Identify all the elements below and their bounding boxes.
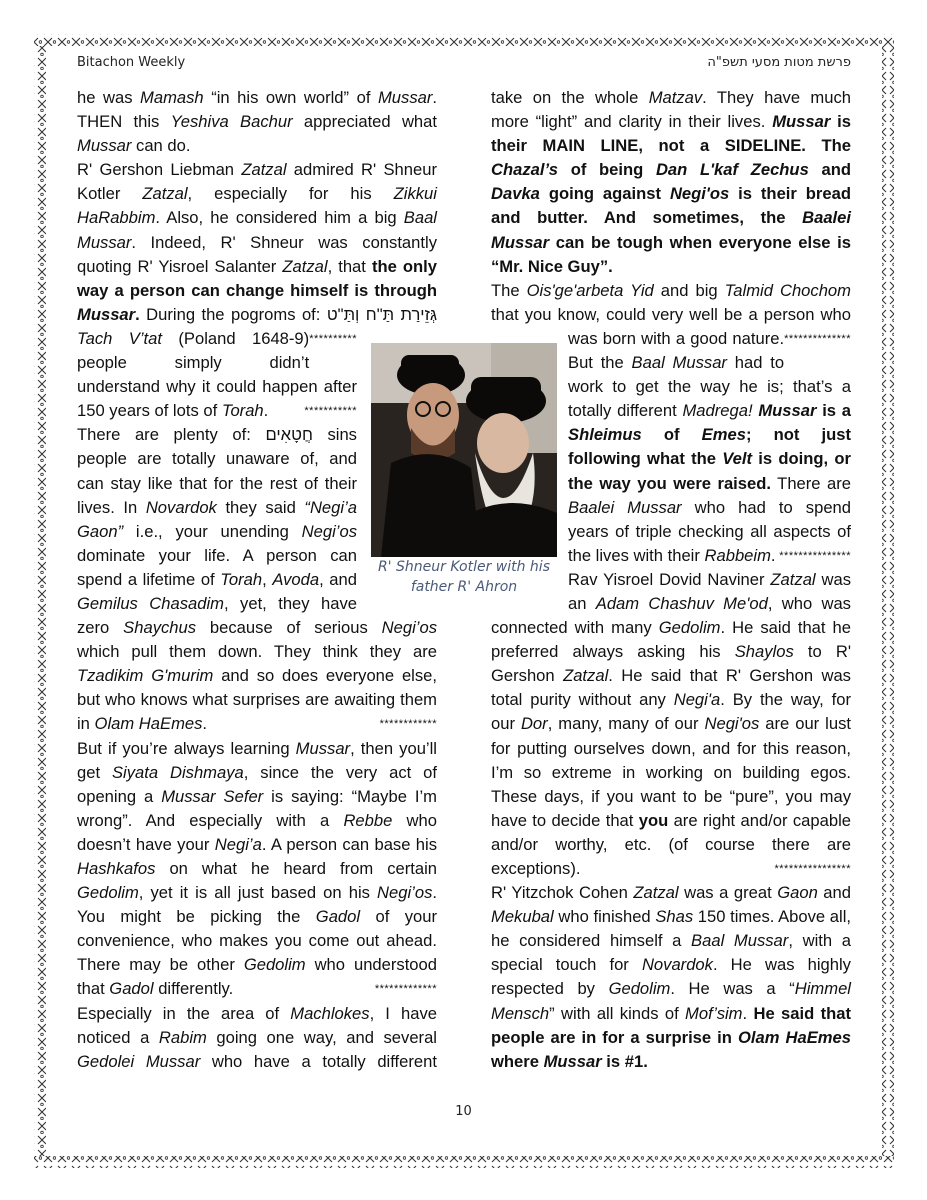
text-run: dominate your life. A person can spend a lifetime of <box>77 545 357 589</box>
text-run: Novardok <box>145 497 217 517</box>
text-run: Zatzal <box>241 160 287 180</box>
text-run: Shleimus <box>568 425 642 445</box>
text-run: Zatzal <box>563 666 609 686</box>
text-run: Rabim <box>158 1027 207 1047</box>
text-run: is saying: “Maybe I’m wrong”. And especially with a <box>77 786 438 830</box>
text-run: ” with all kinds of <box>549 1003 686 1023</box>
text-run: Machlokes <box>290 1003 370 1023</box>
text-run: who doesn’t have your <box>77 810 437 854</box>
text-run: . They have much more “light” and clarity in their lives. <box>491 88 852 132</box>
text-run: Matzav <box>648 88 703 107</box>
text-run: , with a special touch for <box>491 931 851 975</box>
text-run: But if you’re always learning <box>77 738 296 758</box>
text-run: Zatzal <box>282 256 328 276</box>
text-run: Negi’os <box>381 618 437 638</box>
text-run: R' Gershon Liebman <box>77 160 242 180</box>
text-run: , I have noticed a <box>77 1003 437 1047</box>
photo-caption <box>364 557 564 597</box>
text-run: , that <box>327 256 372 276</box>
text-run: which pull them down. They think they are <box>77 642 437 662</box>
section-separator: *********** <box>304 405 357 418</box>
caption-line: R' Shneur Kotler with his <box>377 559 550 575</box>
text-run: Negi’os <box>301 521 357 541</box>
paragraph <box>77 737 437 1002</box>
text-run: Madrega! <box>682 401 753 421</box>
text-run: Ois'ge'arbeta Yid <box>526 280 654 300</box>
text-run: Mekubal <box>491 907 554 927</box>
text-run: Torah <box>220 569 263 589</box>
text-run: differently. <box>153 979 234 999</box>
text-run: Gedolim <box>608 979 671 999</box>
text-run: Olam HaEmes <box>94 714 203 734</box>
photo-shneur-kotler-and-father <box>371 343 557 557</box>
text-run: “in his own world” of <box>203 88 378 107</box>
text-run: can be tough when everyone else is “Mr. Nice Guy”. <box>491 232 851 276</box>
text-run: is doing, or the way you were raised. <box>568 449 851 493</box>
text-run: to R' Gershon <box>491 642 851 686</box>
text-run: Zatzal <box>142 184 188 204</box>
text-run: 150 times. Above all, he considered himself a <box>491 907 852 951</box>
text-run: is their MAIN LINE, not a SIDELINE. The <box>491 112 851 156</box>
text-run: . He was highly respected by <box>491 955 851 999</box>
publication-title: Bitachon Weekly <box>77 55 186 70</box>
text-run: Shaylos <box>734 642 794 662</box>
text-run: . By the way, for our <box>491 690 851 734</box>
page-number: 10 <box>455 1104 472 1119</box>
text-run: Gedolim <box>77 883 139 903</box>
text-run: Baal Mussar <box>631 353 727 373</box>
text-run: Dan L'kaf Zechus <box>655 160 809 180</box>
text-run: Tzadikim G'murim <box>77 666 214 686</box>
section-separator: ********** <box>309 333 357 345</box>
text-run: and <box>817 883 851 903</box>
text-run: . THEN this <box>77 88 437 132</box>
text-run: and so does everyone else, but who knows what surprises are awaiting them in <box>77 666 438 734</box>
text-run: and <box>808 160 851 180</box>
text-run: . You might be picking the <box>77 883 437 927</box>
text-run: that you know, could very well be a person who was born with a good nature. But the <box>491 304 851 373</box>
text-run: Zatzal <box>633 883 679 903</box>
text-run: Mussar <box>377 88 433 107</box>
hebrew-text: חֲטָאִים <box>265 425 313 445</box>
text-run: Yeshiva Bachur <box>170 112 293 132</box>
text-run: . <box>263 401 269 421</box>
text-run: admired R' Shneur Kotler <box>77 160 437 204</box>
section-separator: ************** <box>784 333 851 345</box>
text-run: Gadol <box>109 979 154 999</box>
text-run: Dor <box>520 714 548 734</box>
text-run: because of serious <box>196 618 382 638</box>
text-run: Negi'os <box>669 184 730 204</box>
text-run: of being <box>558 160 656 180</box>
text-run: Negi’os <box>377 883 433 903</box>
text-run: Siyata Dishmaya <box>111 762 244 782</box>
text-run: on what he heard from certain <box>155 859 437 878</box>
text-run: are right and/or capable and/or worthy, etc. (of course there are exceptions). <box>491 810 851 878</box>
text-run: Gedolim <box>658 618 721 638</box>
text-run: “Negi’a Gaon” <box>77 497 357 541</box>
text-run: He said that people are in for a surprise in <box>491 1003 851 1047</box>
text-run: , and <box>319 569 357 589</box>
text-run: who have a totally different <box>200 1051 437 1071</box>
text-run: Mamash <box>140 88 204 107</box>
text-run: going against <box>539 184 670 204</box>
text-run: Rav Yisroel Dovid Naviner <box>568 569 771 589</box>
text-run: , yet, they have zero <box>77 593 357 638</box>
text-run: is a <box>816 401 851 421</box>
text-run: Novardok <box>641 955 713 975</box>
paragraph <box>491 881 851 1074</box>
text-run: you <box>638 810 669 830</box>
text-run: Gadol <box>315 907 361 927</box>
text-run: Adam Chashuv Me'od <box>595 593 768 613</box>
section-separator: ************ <box>379 718 437 731</box>
text-run: Especially in the area of <box>77 1003 291 1023</box>
text-run: ; not just following what the <box>568 425 851 469</box>
text-run: they said <box>216 497 305 517</box>
text-run: are our lust for putting ourselves down, and for this reason, I’m so extreme in working on building egos. These days, if you want to be “pure”, you may have to decide that <box>491 714 851 830</box>
text-run: The <box>491 280 527 300</box>
text-run: . He said that he preferred always asking his <box>491 618 851 662</box>
text-run: Shaychus <box>123 618 197 638</box>
text-run: During the pogroms of: <box>139 304 327 324</box>
text-run: Negi’a <box>214 834 262 854</box>
text-run: Avoda <box>272 569 320 589</box>
text-run: Rabbeim <box>704 545 771 565</box>
paragraph <box>491 568 851 881</box>
text-run: Baal Mussar <box>77 208 437 252</box>
text-run: . He said that R' Gershon was total purity without any <box>491 666 851 710</box>
text-run: of <box>641 425 702 445</box>
paragraph <box>77 1002 437 1074</box>
text-run: Velt <box>722 449 753 469</box>
text-run: , <box>262 569 273 589</box>
text-run: Gedolim <box>243 955 306 975</box>
text-run: the only way a person can change himself is through <box>77 256 437 300</box>
text-run: Zatzal <box>770 569 816 589</box>
text-run: Tach V’tat <box>77 328 162 348</box>
text-run: There are plenty of: <box>77 425 266 445</box>
section-separator: ************* <box>374 983 437 996</box>
text-run: can do. <box>131 136 191 156</box>
text-run: Negi'a <box>673 690 721 710</box>
text-run: Rebbe <box>343 810 393 830</box>
text-run: Hashkafos <box>77 859 156 878</box>
section-separator: **************** <box>774 863 851 875</box>
text-run: of your convenience, who makes you come out ahead. There may be other <box>77 907 437 975</box>
text-run: Mussar <box>758 401 817 421</box>
text-run: , yet it is all just based on his <box>138 883 378 903</box>
text-run: appreciated what <box>292 112 437 132</box>
text-run: Mussar <box>77 136 132 156</box>
text-run: . A person can base his <box>261 834 437 854</box>
text-run: Chazal’s <box>491 160 559 180</box>
text-run: Mussar <box>295 738 351 758</box>
caption-line: father R' Ahron <box>410 579 518 595</box>
text-run: R' Yitzchok Cohen <box>491 883 634 903</box>
text-run: Mussar <box>772 112 831 132</box>
text-run: is #1. <box>601 1051 648 1071</box>
text-run: who understood that <box>77 955 437 999</box>
text-run: Shas <box>655 907 694 927</box>
text-run: take on the whole <box>491 88 649 107</box>
text-run: going one way, and several <box>206 1027 437 1047</box>
text-run: Talmid Chochom <box>724 280 851 300</box>
text-run: , many, many of our <box>547 714 705 734</box>
text-run: Baalei Mussar <box>568 497 682 517</box>
text-run: There are <box>771 473 851 493</box>
text-run: . <box>202 714 208 734</box>
text-run: Himmel Mensch <box>491 979 851 1023</box>
text-run: Mof’sim <box>685 1003 743 1023</box>
text-run: , since the very act of opening a <box>77 762 437 806</box>
text-run: Gemilus Chasadim <box>77 593 224 613</box>
text-run: . <box>742 1003 754 1023</box>
text-run: he was <box>77 88 141 107</box>
text-run: Baalei Mussar <box>491 208 851 252</box>
text-run: was an <box>568 569 851 613</box>
text-run: had to work to get the way he is; that’s a totally different <box>568 353 851 421</box>
text-run: and big <box>653 280 725 300</box>
text-run: who finished <box>553 907 656 927</box>
text-run: i.e., your unending <box>123 521 302 541</box>
text-run: Torah <box>221 401 264 421</box>
text-run: Emes <box>701 425 746 445</box>
hebrew-text: גְּזֵירַת תַּ"ח וְתַּ"ט <box>326 304 438 324</box>
text-run: , who was connected with many <box>491 593 851 638</box>
text-run: sins people are totally unaware of, and can stay like that for the rest of their lives. In <box>77 425 357 517</box>
text-run: who had to spend years of triple checking all aspects of the lives with their <box>568 497 851 565</box>
parsha-title: פרשת מטות מסעי תשפ"ה <box>707 55 851 70</box>
text-run: . <box>770 545 776 565</box>
text-run: . He was a “ <box>670 979 795 999</box>
text-run: is their bread and butter. And sometimes, the <box>491 184 851 228</box>
text-run: Baal Mussar <box>691 931 789 951</box>
text-run: Mussar Sefer <box>161 786 264 806</box>
text-run: . <box>135 304 140 324</box>
text-run: was a great <box>678 883 778 903</box>
section-separator: *************** <box>779 549 851 562</box>
text-run: where <box>491 1051 544 1071</box>
text-run: Zikkui HaRabbim <box>77 184 437 228</box>
text-run: Olam HaEmes <box>737 1027 851 1047</box>
text-run: Mussar <box>543 1051 602 1071</box>
text-run: Gedolei Mussar <box>77 1051 201 1071</box>
text-run: . Indeed, R' Shneur was constantly quoting R' Yisroel Salanter <box>77 232 437 276</box>
text-run: Davka <box>491 184 540 204</box>
text-run: Gaon <box>777 883 818 903</box>
text-run: (Poland 1648-9) people simply didn’t understand why it could happen after 150 years of lots of <box>77 328 357 421</box>
text-run: Mussar <box>77 304 136 324</box>
text-run: , then you’ll get <box>77 738 437 782</box>
text-run: Negi'os <box>704 714 760 734</box>
text-run: , especially for his <box>187 184 394 204</box>
text-run: . Also, he considered him a big <box>155 208 404 228</box>
